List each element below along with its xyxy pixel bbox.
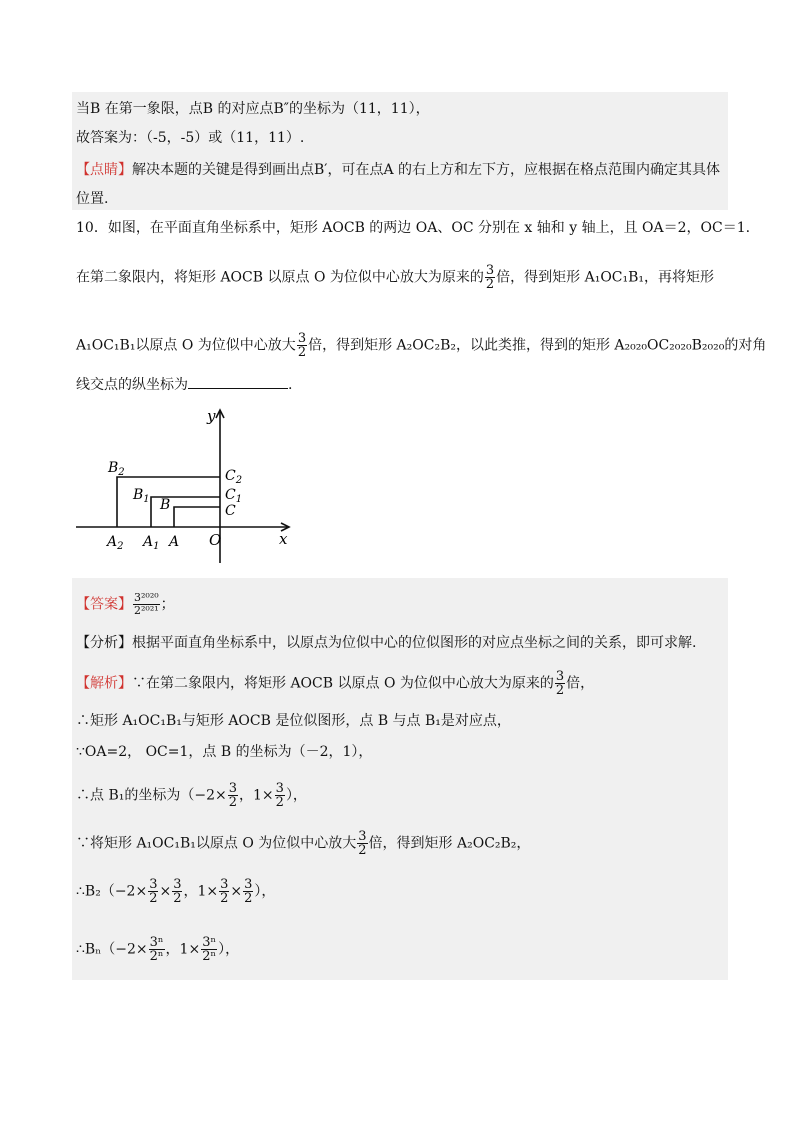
s6-f: ）， (254, 883, 276, 900)
label-b2: $B_2$ (108, 460, 125, 478)
q10-line-3b: 倍，得到矩形 A₂OC₂B₂，以此类推，得到的矩形 A₂₀₂₀OC₂₀₂₀B₂₀₂₀的对角 (308, 337, 767, 354)
analysis-text: 根据平面直角坐标系中，以原点为位似中心的位似图形的对应点坐标之间的关系，即可求解. (132, 635, 697, 651)
q10-line-2 (76, 264, 714, 291)
s7-a: ∴Bₙ（ (76, 941, 116, 958)
solution-s1b: 倍， (566, 675, 595, 692)
q10-line-3a: A₁OC₁B₁以原点 O 为位似中心放大 (76, 337, 296, 354)
s6-a: ∴B₂（ (76, 883, 115, 900)
fraction-three-halves: $\frac{3}{2}$ (228, 781, 238, 810)
s4-b: −2× (194, 787, 227, 804)
x-label: x (279, 530, 288, 548)
s6-b: −2× (114, 883, 148, 900)
solution-line-4 (76, 782, 307, 809)
fraction-three-halves: $\frac{3}{2}$ (220, 877, 229, 906)
fraction-power: $\frac{\text{3ⁿ}}{\text{2ⁿ}}$ (202, 935, 217, 964)
answer-fraction: $\frac{\text{3²⁰²⁰}}{\text{2²⁰²¹}}$ (134, 591, 159, 617)
solution-line-7 (76, 936, 239, 963)
prev-line-2: 故答案为：（-5，-5）或（11，11）. (76, 130, 305, 146)
s4-d: ）， (285, 787, 307, 804)
fraction-three-halves: $\frac{3}{2}$ (358, 829, 367, 858)
fraction-three-halves: $\frac{3}{2}$ (555, 669, 565, 698)
solution-line-6 (76, 878, 275, 905)
q10-line-4 (76, 374, 292, 395)
fraction-three-halves: $\frac{3}{2}$ (173, 877, 182, 906)
prev-tip (76, 160, 720, 180)
coordinate-figure (70, 405, 300, 570)
s4-a: ∴点 B₁的坐标为（ (76, 787, 195, 804)
analysis-line (76, 633, 696, 653)
s7-b: −2× (115, 941, 148, 958)
s6-d: ，1× (183, 883, 219, 900)
fraction-three-halves: $\frac{3}{2}$ (297, 331, 307, 360)
s6-c: × (159, 883, 172, 900)
answer-blank (188, 374, 288, 389)
label-b1: $B_1$ (133, 487, 150, 505)
s7-d: ）， (218, 941, 240, 958)
label-c1: $C_1$ (225, 487, 243, 505)
label-a2: $A_2$ (107, 534, 124, 552)
s5-a: ∵将矩形 A₁OC₁B₁以原点 O 为位似中心放大 (76, 835, 357, 852)
fraction-three-halves: $\frac{3}{2}$ (244, 877, 253, 906)
origin-label: O (209, 531, 222, 549)
q10-line-4a: 线交点的纵坐标为 (76, 377, 188, 393)
q10-line-1: 10．如图，在平面直角坐标系中，矩形 AOCB 的两边 OA、OC 分别在 x 轴和 y 轴上，且 OA＝2，OC＝1. (76, 220, 751, 236)
answer-tail: ； (160, 596, 175, 613)
label-a1: $A_1$ (143, 534, 160, 552)
label-a: A (169, 534, 180, 550)
solution-line-1 (76, 670, 594, 697)
solution-line-5 (76, 830, 530, 857)
label-c: C (225, 503, 236, 519)
prev-tip-2: 位置. (76, 191, 109, 207)
rect-aocb (174, 507, 220, 527)
answer-tag: 【答案】 (76, 596, 132, 613)
q10-line-4b: . (288, 377, 293, 393)
answer-line (76, 592, 175, 617)
s6-e: × (230, 883, 243, 900)
y-label: y (207, 407, 216, 425)
q10-line-2a: 在第二象限内，将矩形 AOCB 以原点 O 为位似中心放大为原来的 (76, 269, 484, 286)
q10-line-2b: 倍，得到矩形 A₁OC₁B₁，再将矩形 (496, 269, 715, 286)
fraction-three-halves: $\frac{3}{2}$ (149, 877, 158, 906)
solution-tag: 【解析】 (76, 675, 132, 692)
s5-b: 倍，得到矩形 A₂OC₂B₂， (368, 835, 531, 852)
fraction-power: $\frac{\text{3ⁿ}}{\text{2ⁿ}}$ (149, 935, 164, 964)
solution-s1a: ∵在第二象限内，将矩形 AOCB 以原点 O 为位似中心放大为原来的 (132, 675, 554, 692)
solution-line-2: ∴矩形 A₁OC₁B₁与矩形 AOCB 是位似图形，点 B 与点 B₁是对应点， (76, 713, 511, 729)
tip-text: 解决本题的关键是得到画出点B′，可在点A 的右上方和左下方，应根据在格点范围内确定其具体 (132, 162, 721, 178)
q10-line-3 (76, 332, 766, 359)
tip-tag: 【点睛】 (76, 162, 132, 178)
fraction-three-halves: $\frac{3}{2}$ (485, 263, 495, 292)
prev-line-1: 当B 在第一象限，点B 的对应点B″的坐标为（11，11）， (76, 101, 430, 117)
label-c2: $C_2$ (225, 468, 243, 486)
solution-line-3: ∵OA=2， OC=1，点 B 的坐标为（－2，1）， (76, 744, 373, 760)
analysis-tag: 【分析】 (76, 635, 132, 651)
s7-c: ，1× (165, 941, 201, 958)
s4-c: ，1× (239, 787, 274, 804)
fraction-three-halves: $\frac{3}{2}$ (275, 781, 284, 810)
label-b: B (160, 497, 171, 513)
